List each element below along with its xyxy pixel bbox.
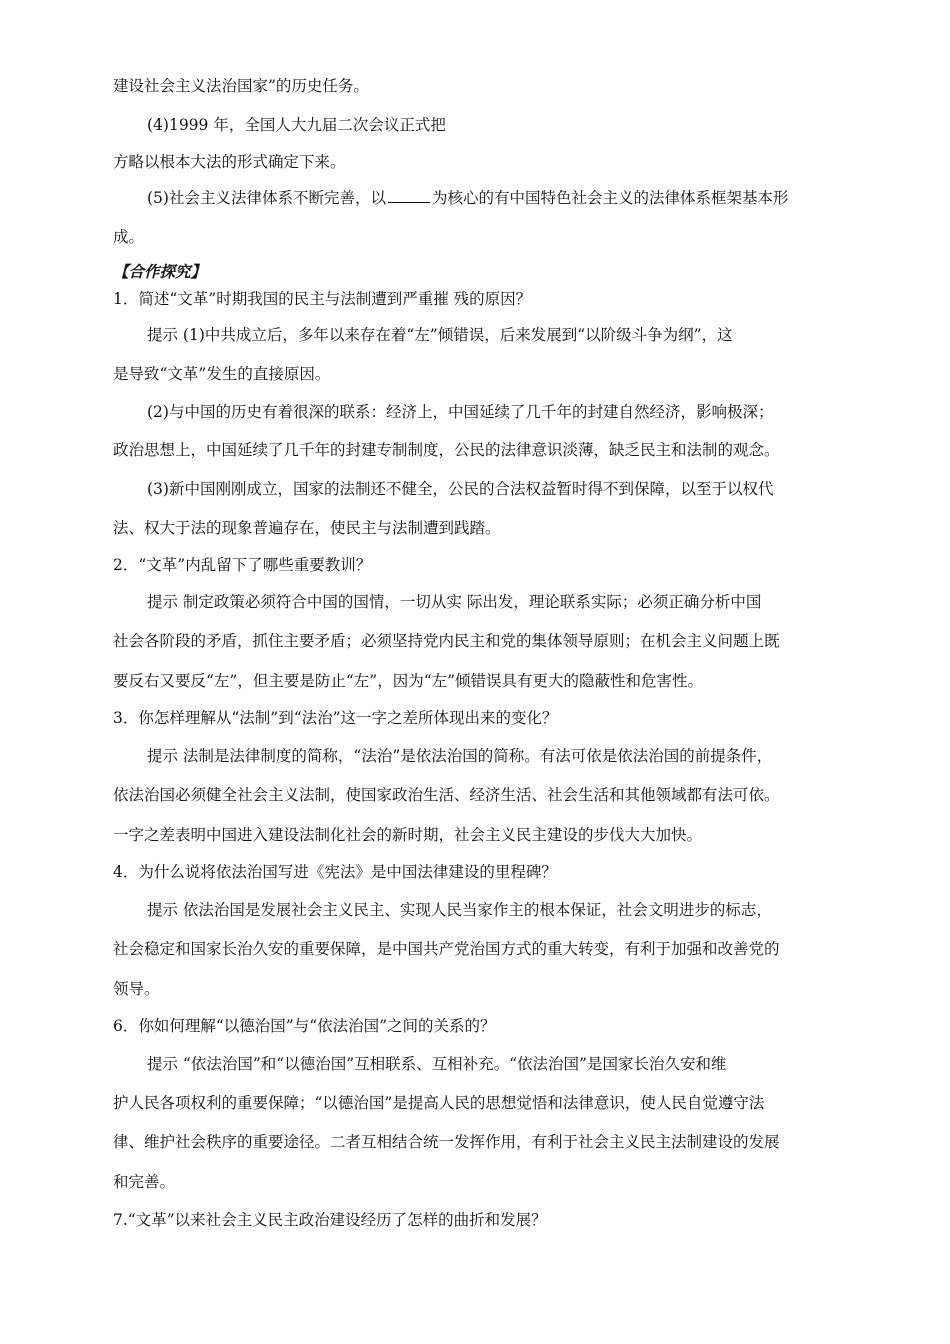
intro-line-4-start: (5)社会主义法律体系不断完善，以 xyxy=(147,189,386,207)
fill-in-blank xyxy=(388,188,430,203)
q2-answer-line-3: 要反右又要反“左”，但主要是防止“左”，因为“左”倾错误具有更大的隐蔽性和危害性。 xyxy=(113,672,704,690)
intro-line-3: 方略以根本大法的形式确定下来。 xyxy=(113,153,346,171)
q6-answer-line-2: 护人民各项权利的重要保障；“以德治国”是提高人民的思想觉悟和法律意识，使人民自觉遵守法 xyxy=(113,1094,765,1112)
section-title: 【合作探究】 xyxy=(113,262,207,281)
q1-answer-3-line-2: 法、权大于法的现象普遍存在，使民主与法制遭到践踏。 xyxy=(113,519,501,537)
intro-line-4 xyxy=(147,188,788,208)
question-4: 4．为什么说将依法治国写进《宪法》是中国法律建设的里程碑？ xyxy=(113,863,557,881)
question-3: 3．你怎样理解从“法制”到“法治”这一字之差所体现出来的变化？ xyxy=(113,709,558,727)
q4-answer-line-2: 社会稳定和国家长治久安的重要保障，是中国共产党治国方式的重大转变，有利于加强和改善党的 xyxy=(113,940,780,958)
q2-answer-line-2: 社会各阶段的矛盾，抓住主要矛盾；必须坚持党内民主和党的集体领导原则；在机会主义问题上既 xyxy=(113,632,780,650)
intro-line-5: 成。 xyxy=(113,228,145,246)
q6-answer-line-4: 和完善。 xyxy=(113,1173,176,1191)
intro-line-4-end: 为核心的有中国特色社会主义的法律体系框架基本形 xyxy=(431,189,789,207)
q3-answer-line-2: 依法治国必须健全社会主义法制，使国家政治生活、经济生活、社会生活和其他领域都有法可依。 xyxy=(113,786,780,804)
q1-answer-2-line-1: (2)与中国的历史有着很深的联系：经济上，中国延续了几千年的封建自然经济，影响极深； xyxy=(147,403,774,421)
q2-answer-line-1: 提示 制定政策必须符合中国的国情，一切从实 际出发，理论联系实际；必须正确分析中国 xyxy=(147,593,762,611)
q1-answer-1-line-2: 是导致“文革”发生的直接原因。 xyxy=(113,365,331,383)
question-2: 2．“文革”内乱留下了哪些重要教训？ xyxy=(113,556,372,574)
q1-answer-1-line-1: 提示 (1)中共成立后，多年以来存在着“左”倾错误，后来发展到“以阶级斗争为纲”，这 xyxy=(147,326,733,344)
intro-line-1: 建设社会主义法治国家”的历史任务。 xyxy=(113,77,369,95)
q1-answer-2-line-2: 政治思想上，中国延续了几千年的封建专制制度，公民的法律意识淡薄，缺乏民主和法制的观念。 xyxy=(113,441,780,459)
q3-answer-line-3: 一字之差表明中国进入建设法制化社会的新时期，社会主义民主建设的步伐大大加快。 xyxy=(113,826,703,844)
question-7: 7.“文革”以来社会主义民主政治建设经历了怎样的曲折和发展？ xyxy=(113,1211,547,1229)
q3-answer-line-1: 提示 法制是法律制度的简称，“法治”是依法治国的简称。有法可依是依法治国的前提条件， xyxy=(147,747,773,765)
q6-answer-line-1: 提示 “依法治国”和“以德治国”互相联系、互相补充。“依法治国”是国家长治久安和维 xyxy=(147,1055,727,1073)
question-1: 1．简述“文革”时期我国的民主与法制遭到严重摧 残的原因？ xyxy=(113,290,532,308)
q6-answer-line-3: 律、维护社会秩序的重要途径。二者互相结合统一发挥作用，有利于社会主义民主法制建设的发展 xyxy=(113,1133,780,1151)
intro-line-2: (4)1999 年，全国人大九届二次会议正式把 xyxy=(147,116,446,134)
q4-answer-line-1: 提示 依法治国是发展社会主义民主、实现人民当家作主的根本保证，社会文明进步的标志， xyxy=(147,901,772,919)
question-6: 6．你如何理解“以德治国”与“依法治国”之间的关系的？ xyxy=(113,1017,496,1035)
q1-answer-3-line-1: (3)新中国刚刚成立，国家的法制还不健全，公民的合法权益暂时得不到保障，以至于以权代 xyxy=(147,480,774,498)
q4-answer-line-3: 领导。 xyxy=(113,980,160,998)
